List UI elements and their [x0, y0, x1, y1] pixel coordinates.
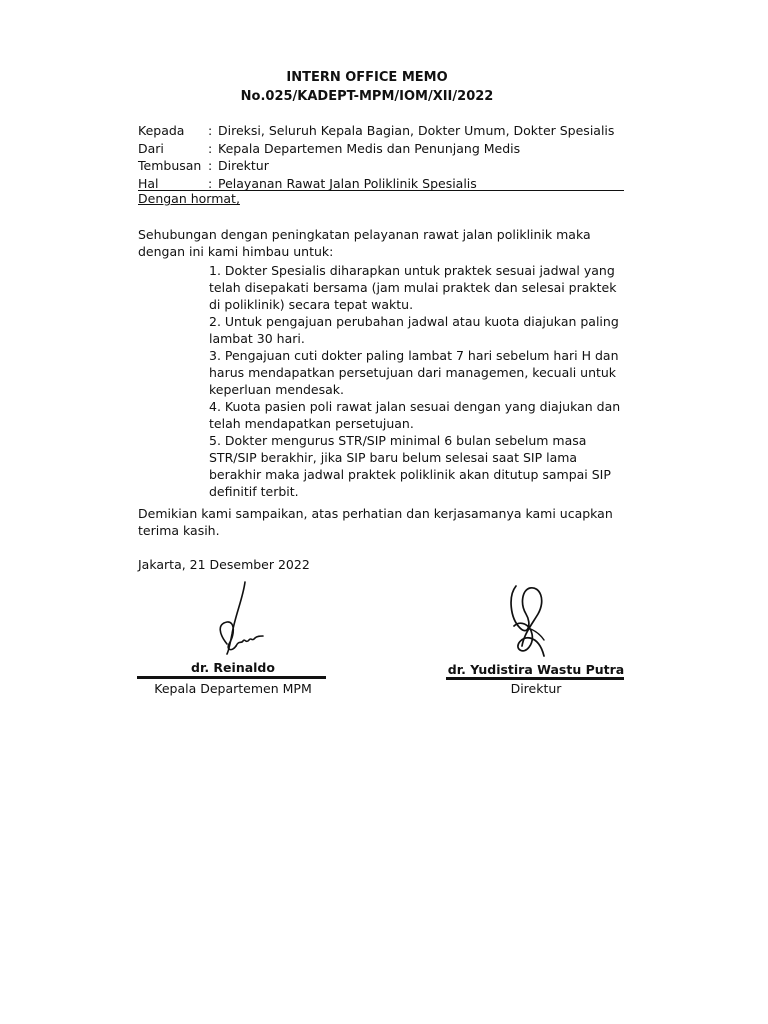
header-label: Kepada	[138, 123, 185, 138]
signature-line	[137, 676, 326, 679]
signature-image-reinaldo	[205, 578, 275, 658]
salutation	[138, 190, 240, 207]
instruction-list	[209, 262, 621, 500]
list-item: 5. Dokter mengurus STR/SIP minimal 6 bulan sebelum masa STR/SIP berakhir, jika SIP baru belum selesai saat SIP lama berakhir maka jadwal praktek poliklinik akan ditutup sampai SIP definitif terbit.	[209, 433, 611, 499]
header-row-dari	[138, 140, 624, 158]
signatory-name: dr. Reinaldo	[191, 660, 275, 675]
header-label: Tembusan	[138, 158, 202, 173]
salutation-text: Dengan hormat,	[138, 191, 240, 206]
signatory-name: dr. Yudistira Wastu Putra	[447, 662, 625, 677]
intro-paragraph: Sehubungan dengan peningkatan pelayanan rawat jalan poliklinik maka dengan ini kami himbau untuk:	[138, 227, 591, 259]
signatory-title: Kepala Departemen MPM	[154, 681, 312, 696]
header-row-tembusan	[138, 157, 624, 175]
memo-header	[138, 122, 624, 192]
list-item: 1. Dokter Spesialis diharapkan untuk praktek sesuai jadwal yang telah disepakati bersama (jam mulai praktek dan selesai praktek di poliklinik) secara tepat waktu.	[209, 263, 617, 312]
header-value: Pelayanan Rawat Jalan Poliklinik Spesialis	[218, 175, 477, 191]
header-value: Direksi, Seluruh Kepala Bagian, Dokter Umum, Dokter Spesialis	[218, 123, 615, 138]
signatory-title: Direktur	[510, 681, 562, 696]
header-label: Dari	[138, 140, 164, 156]
header-value: Kepala Departemen Medis dan Penunjang Medis	[218, 140, 521, 156]
header-separator: :	[208, 158, 213, 173]
place-date: Jakarta, 21 Desember 2022	[138, 557, 310, 572]
memo-number: No.025/KADEPT-MPM/IOM/XII/2022	[240, 89, 494, 104]
memo-title: INTERN OFFICE MEMO	[286, 70, 448, 85]
list-item: 4. Kuota pasien poli rawat jalan sesuai dengan yang diajukan dan telah mendapatkan persetujuan.	[209, 399, 621, 431]
header-value: Direktur	[218, 158, 269, 173]
list-item: 2. Untuk pengajuan perubahan jadwal atau kuota diajukan paling lambat 30 hari.	[209, 314, 619, 346]
header-separator: :	[208, 140, 213, 156]
header-row-kepada	[138, 122, 624, 140]
header-separator: :	[208, 123, 213, 138]
header-label: Hal	[138, 175, 159, 191]
header-separator: :	[208, 175, 213, 191]
closing-paragraph: Demikian kami sampaikan, atas perhatian dan kerjasamanya kami ucapkan terima kasih.	[138, 506, 613, 538]
list-item: 3. Pengajuan cuti dokter paling lambat 7 hari sebelum hari H dan harus mendapatkan persetujuan dari managemen, kecuali untuk keperluan mendesak.	[209, 348, 619, 397]
signature-image-yudistira	[500, 578, 560, 662]
